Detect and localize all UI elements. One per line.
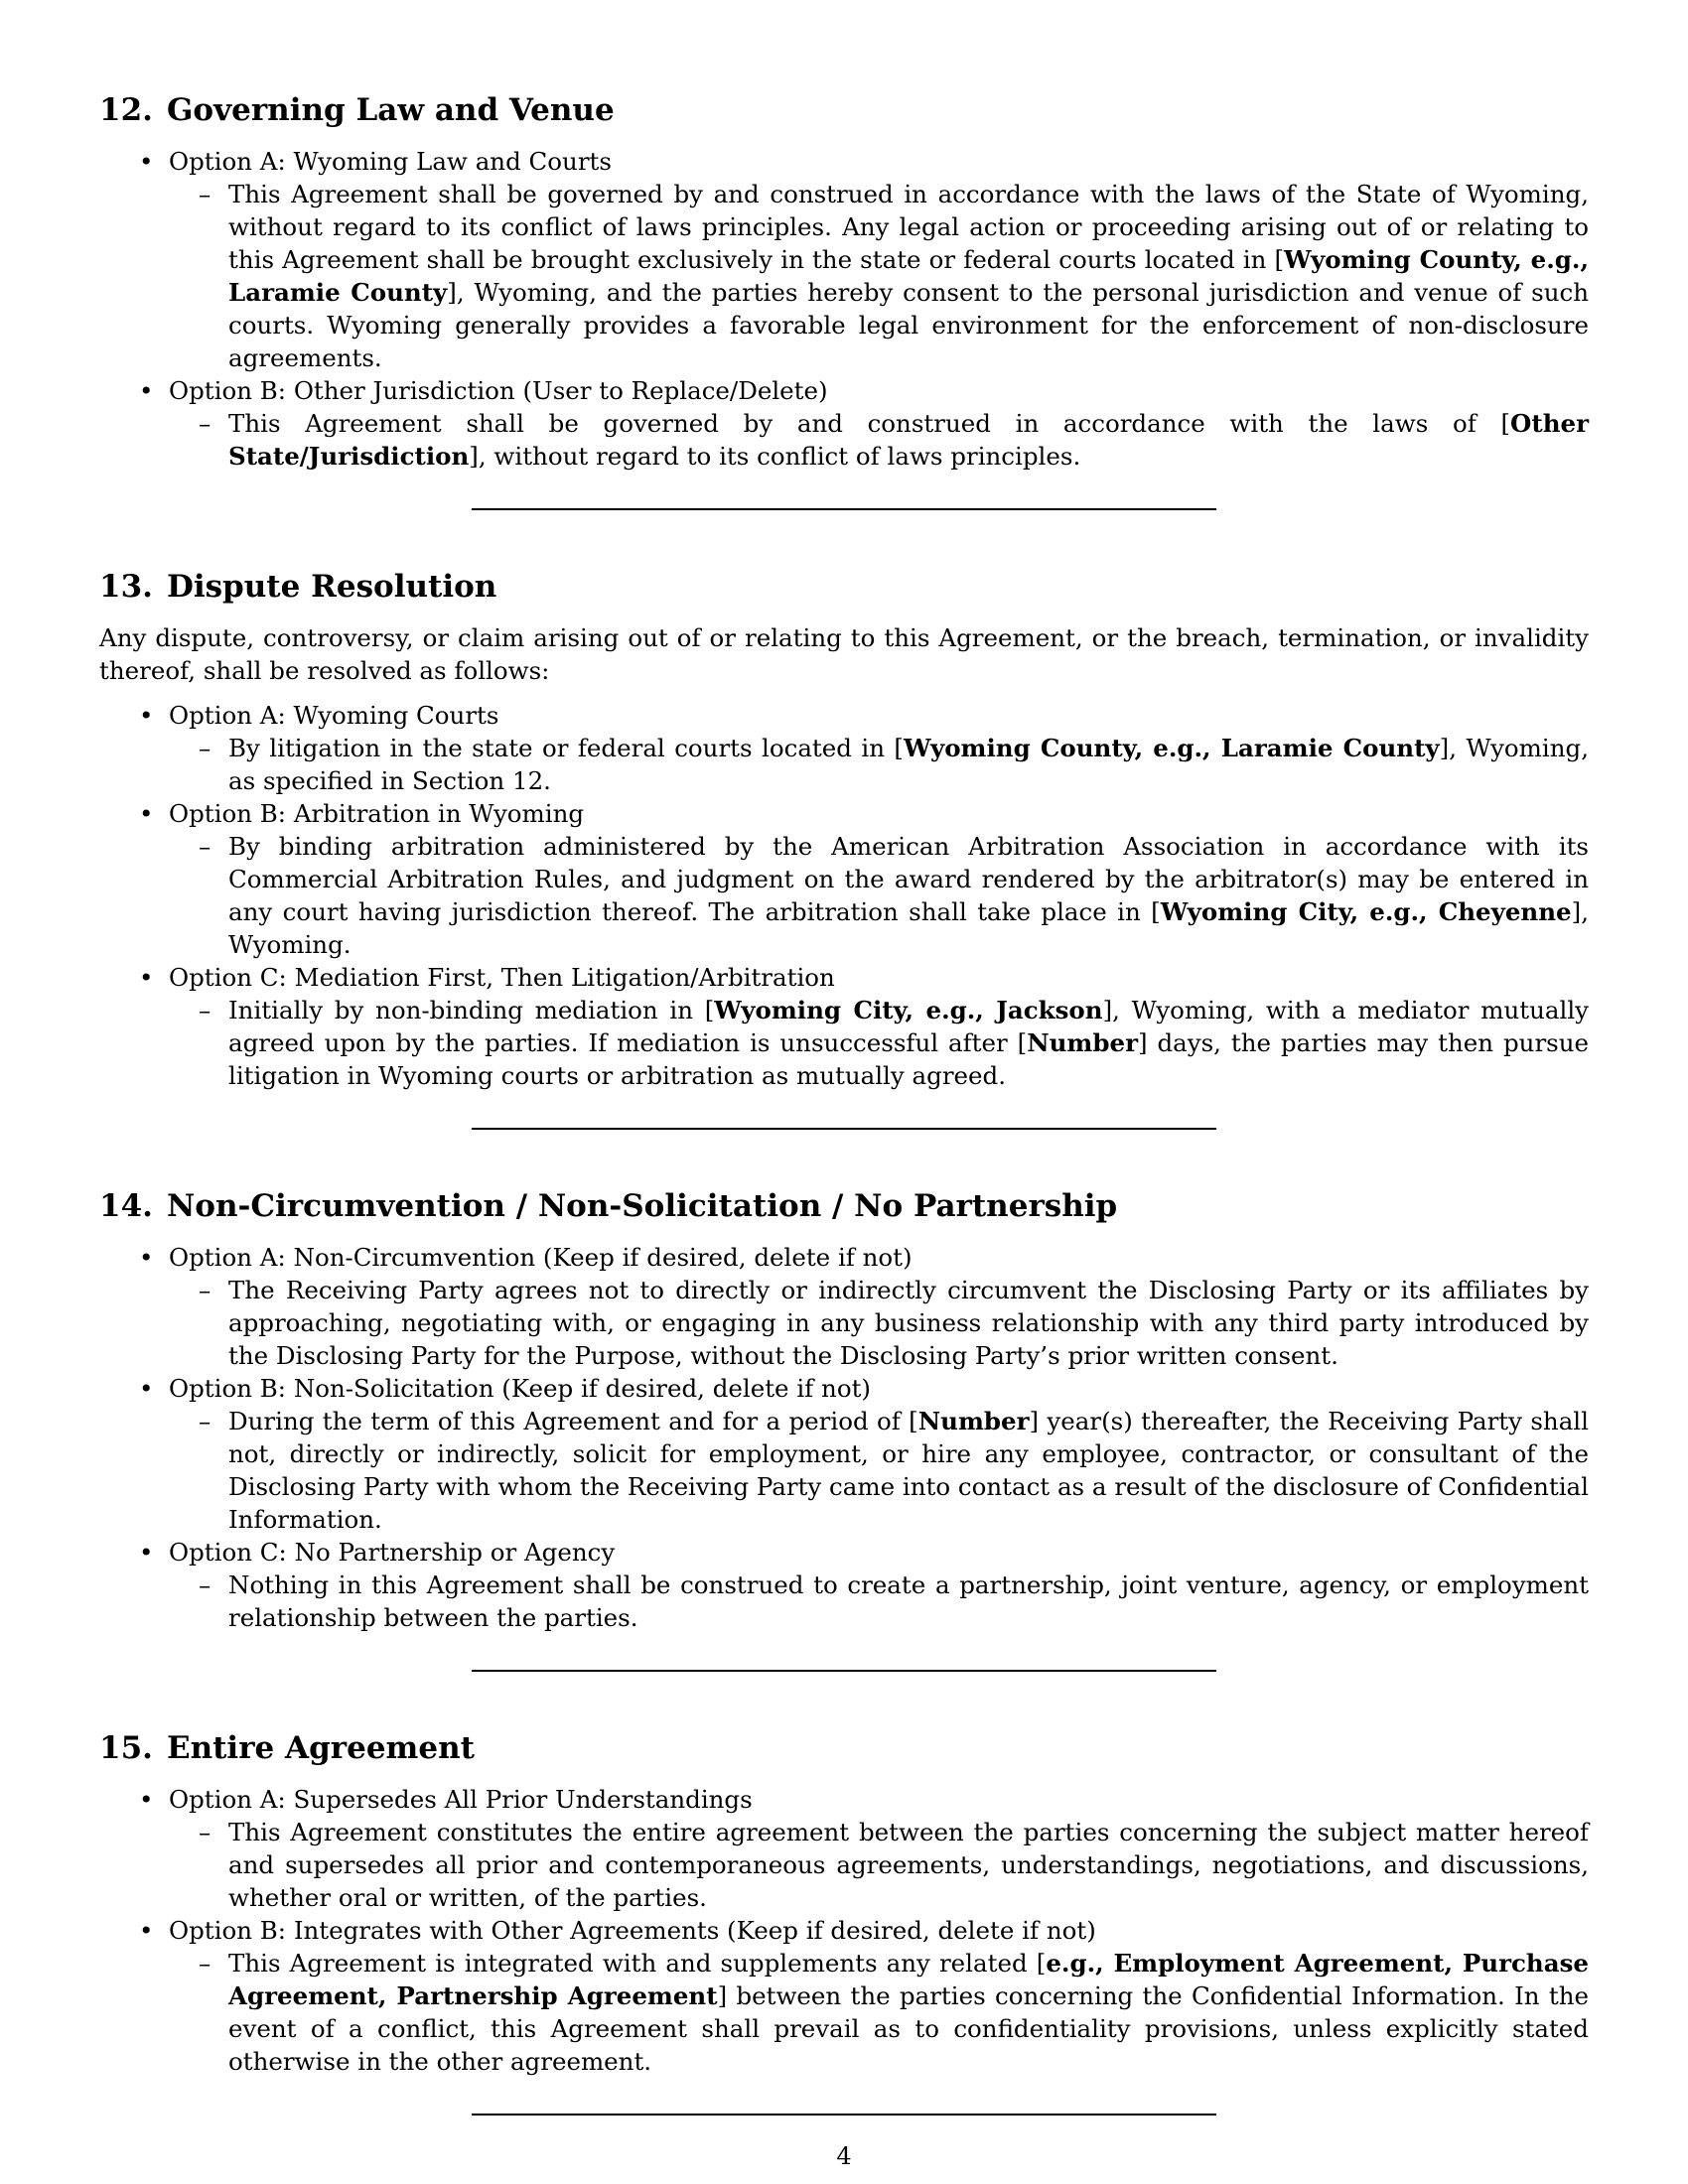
section-heading: 15. Entire Agreement [99, 1730, 475, 1766]
options-list [99, 699, 1589, 1092]
placeholder-field: Wyoming County, e.g., Laramie County [904, 734, 1440, 762]
placeholder-field: Wyoming City, e.g., Jackson [714, 996, 1103, 1024]
placeholder-field: Number [917, 1407, 1030, 1435]
option-item [99, 1372, 1589, 1536]
option-item [99, 1914, 1589, 2078]
section-heading: 13. Dispute Resolution [99, 569, 497, 605]
option-text: – By litigation in the state or federal courts located in [Wyoming County, e.g., Laramie County], Wyoming, as specified in Section 12. [169, 732, 1589, 797]
placeholder-field: Number [1027, 1028, 1138, 1057]
option-label: Option A: Supersedes All Prior Understandings [169, 1785, 753, 1814]
horizontal-rule [472, 1128, 1216, 1130]
option-item [99, 699, 1589, 797]
option-label: Option C: Mediation First, Then Litigation/Arbitration [169, 963, 835, 992]
option-item [99, 1241, 1589, 1372]
options-list [99, 1241, 1589, 1634]
option-label: Option C: No Partnership or Agency [169, 1538, 616, 1567]
placeholder-field: Wyoming City, e.g., Cheyenne [1160, 897, 1572, 926]
option-text: – Nothing in this Agreement shall be construed to create a partnership, joint venture, agency, or employment relationship between the parties. [169, 1569, 1589, 1634]
option-item [99, 797, 1589, 961]
placeholder-field: e.g., Employment Agreement, Purchase Agreement, Partnership Agreement [228, 1949, 1589, 2010]
option-text: – During the term of this Agreement and for a period of [Number] year(s) thereafter, the Receiving Party shall not, directly or indirectly, solicit for employment, or hire any employee, contractor, or consultant of the Disclosing Party with whom the Receiving Party came into contact as a result of the disclosure of Confidential Information. [169, 1405, 1589, 1536]
option-text: – This Agreement constitutes the entire agreement between the parties concerning the subject matter hereof and supersedes all prior and contemporaneous agreements, understandings, negotiations, and discussions, whether oral or written, of the parties. [169, 1816, 1589, 1914]
placeholder-field: Other State/Jurisdiction [228, 409, 1589, 471]
document-page [99, 89, 1589, 2171]
option-item [99, 145, 1589, 374]
option-item [99, 961, 1589, 1092]
option-text: – By binding arbitration administered by the American Arbitration Association in accordance with its Commercial Arbitration Rules, and judgment on the award rendered by the arbitrator(s) may be entered in any court having jurisdiction thereof. The arbitration shall take place in [Wyoming City, e.g., Cheyenne], Wyoming. [169, 830, 1589, 961]
section-15 [99, 1727, 1589, 2116]
option-item [99, 1783, 1589, 1914]
horizontal-rule [472, 1670, 1216, 1672]
option-text: – Initially by non-binding mediation in [Wyoming City, e.g., Jackson], Wyoming, with a mediator mutually agreed upon by the parties. If mediation is unsuccessful after [Number] days, the parties may then pursue litigation in Wyoming courts or arbitration as mutually agreed. [169, 994, 1589, 1092]
options-list [99, 145, 1589, 473]
option-label: Option B: Non-Solicitation (Keep if desired, delete if not) [169, 1374, 871, 1403]
section-heading: 12. Governing Law and Venue [99, 92, 615, 128]
section-12 [99, 89, 1589, 510]
horizontal-rule [472, 2114, 1216, 2116]
section-14 [99, 1185, 1589, 1672]
section-13 [99, 566, 1589, 1130]
option-item [99, 374, 1589, 473]
option-text: – This Agreement shall be governed by and construed in accordance with the laws of the State of Wyoming, without regard to its conflict of laws principles. Any legal action or proceeding arising out of or relating to this Agreement shall be brought exclusively in the state or federal courts located in [Wyoming County, e.g., Laramie County], Wyoming, and the parties hereby consent to the personal jurisdiction and venue of such courts. Wyoming generally provides a favorable legal environment for the enforcement of non-disclosure agreements. [169, 178, 1589, 374]
placeholder-field: Wyoming County, e.g., Laramie County [228, 245, 1589, 307]
option-text: – The Receiving Party agrees not to directly or indirectly circumvent the Disclosing Party or its affiliates by approaching, negotiating with, or engaging in any business relationship with any third party introduced by the Disclosing Party for the Purpose, without the Disclosing Party’s prior written consent. [169, 1274, 1589, 1372]
section-heading: 14. Non-Circumvention / Non-Solicitation / No Partnership [99, 1188, 1118, 1224]
option-label: Option A: Wyoming Courts [169, 701, 499, 730]
section-intro: Any dispute, controversy, or claim arising out of or relating to this Agreement, or the breach, termination, or invalidity thereof, shall be resolved as follows: [99, 623, 1589, 685]
horizontal-rule [472, 508, 1216, 510]
option-text: – This Agreement is integrated with and supplements any related [e.g., Employment Agreement, Purchase Agreement, Partnership Agreement] between the parties concerning the Confidential Information. In the event of a conflict, this Agreement shall prevail as to confidentiality provisions, unless explicitly stated otherwise in the other agreement. [169, 1947, 1589, 2078]
option-label: Option A: Non-Circumvention (Keep if desired, delete if not) [169, 1243, 913, 1272]
option-label: Option A: Wyoming Law and Courts [169, 147, 612, 176]
option-label: Option B: Other Jurisdiction (User to Replace/Delete) [169, 376, 828, 405]
option-item [99, 1536, 1589, 1634]
option-label: Option B: Integrates with Other Agreements (Keep if desired, delete if not) [169, 1916, 1096, 1945]
options-list [99, 1783, 1589, 2078]
page-number: 4 [836, 2142, 852, 2170]
option-text: – This Agreement shall be governed by and construed in accordance with the laws of [Other State/Jurisdiction], without regard to its conflict of laws principles. [169, 407, 1589, 473]
option-label: Option B: Arbitration in Wyoming [169, 799, 585, 828]
